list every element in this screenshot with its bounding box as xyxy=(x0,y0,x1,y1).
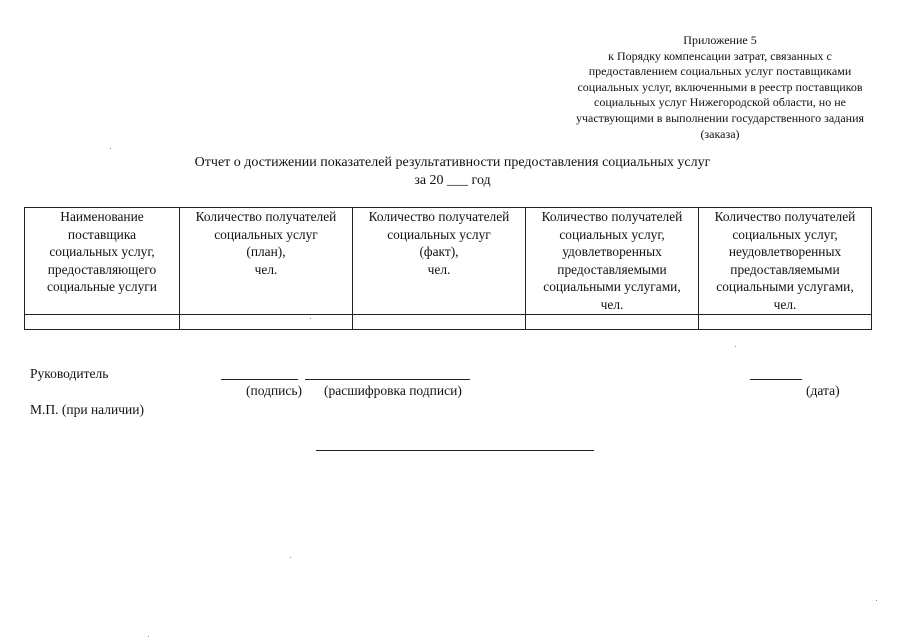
table-row xyxy=(25,314,872,329)
appendix-header xyxy=(540,33,900,142)
table-cell xyxy=(353,314,526,329)
signature-line xyxy=(221,379,298,380)
table-cell xyxy=(180,314,353,329)
appendix-line: предоставлением социальных услуг поставщиками xyxy=(588,64,852,79)
appendix-line: участвующими в выполнении государственного задания xyxy=(575,110,865,125)
header-provider-name: Наименование поставщика социальных услуг, предоставляющего социальные услуги xyxy=(25,208,180,315)
stamp-label: М.П. (при наличии) xyxy=(30,402,144,417)
date-line xyxy=(750,379,802,380)
header-recipients-fact: Количество получателей социальных услуг (факт), чел. xyxy=(353,208,526,315)
header-recipients-unsatisfied: Количество получателей социальных услуг, неудовлетворенных предоставляемыми социальными услугами, чел. xyxy=(699,208,872,315)
scan-speck xyxy=(290,557,291,558)
date-caption: (дата) xyxy=(806,383,840,398)
table-cell xyxy=(526,314,699,329)
head-label: Руководитель xyxy=(30,366,109,381)
signature-caption: (подпись) xyxy=(246,383,303,398)
report-heading xyxy=(0,154,905,190)
scan-speck xyxy=(310,318,311,319)
appendix-line: социальных услуг, включенными в реестр поставщиков xyxy=(577,79,863,94)
header-recipients-plan: Количество получателей социальных услуг (план), чел. xyxy=(180,208,353,315)
table-cell xyxy=(699,314,872,329)
scan-speck xyxy=(148,636,149,637)
closing-rule xyxy=(316,450,594,451)
report-title: Отчет о достижении показателей результативности предоставления социальных услуг xyxy=(194,155,711,170)
appendix-line: Приложение 5 xyxy=(683,33,757,47)
appendix-line: к Порядку компенсации затрат, связанных с xyxy=(608,48,832,63)
appendix-line: социальных услуг Нижегородской области, но не xyxy=(594,95,846,110)
decoding-line xyxy=(305,379,470,380)
scan-speck xyxy=(735,346,736,347)
header-recipients-satisfied: Количество получателей социальных услуг, удовлетворенных предоставляемыми социальными услугами, чел. xyxy=(526,208,699,315)
scan-speck xyxy=(110,148,111,149)
scan-speck xyxy=(876,600,877,601)
table-header-row xyxy=(25,208,872,315)
decoding-caption: (расшифровка подписи) xyxy=(324,383,462,398)
table-cell xyxy=(25,314,180,329)
report-table xyxy=(24,207,872,330)
report-period: за 20 ___ год xyxy=(414,173,491,188)
appendix-line: (заказа) xyxy=(700,126,740,141)
